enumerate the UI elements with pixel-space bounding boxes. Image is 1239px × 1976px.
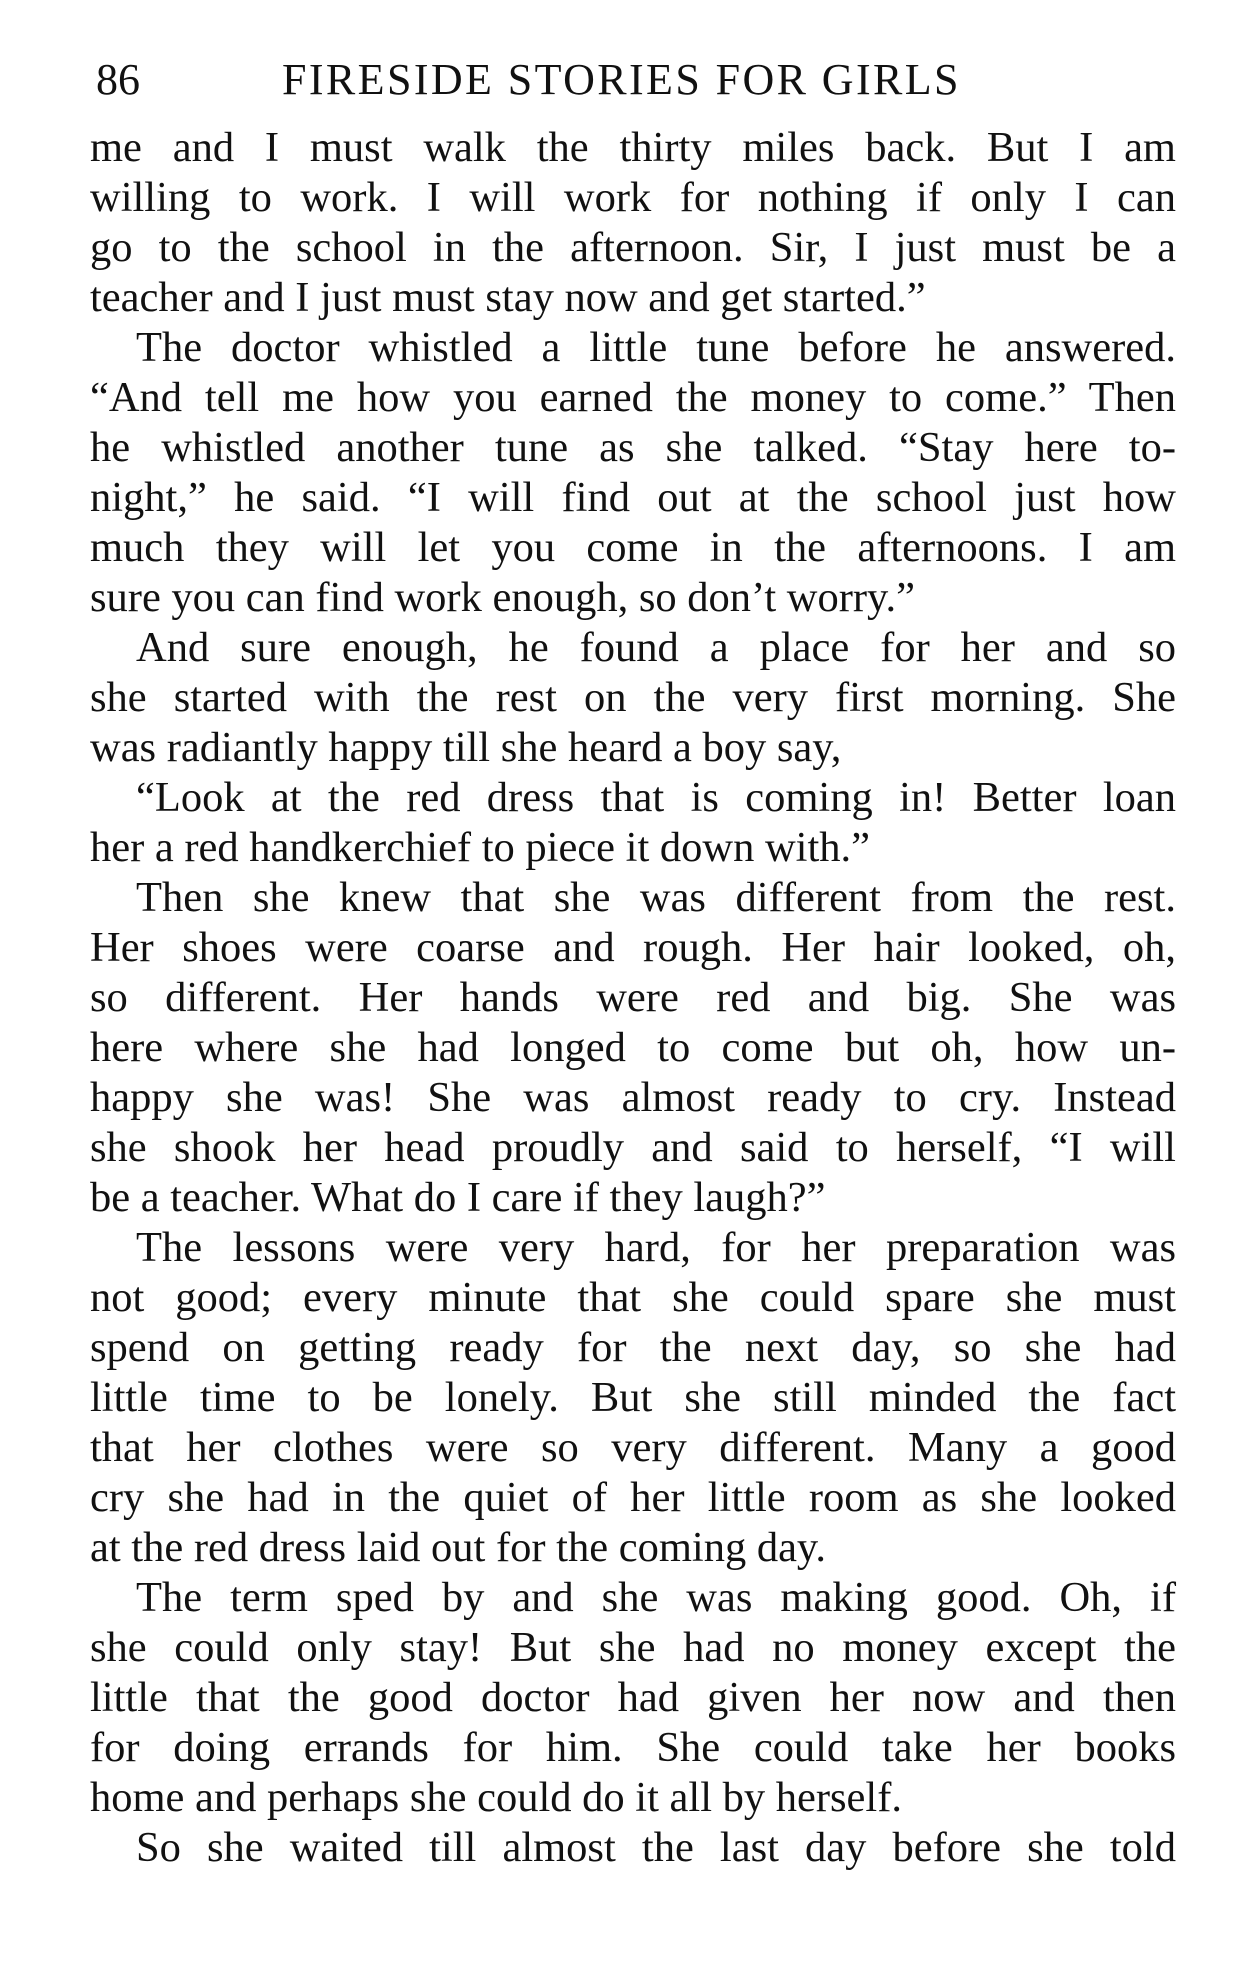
text-line: The doctor whistled a little tune before he answered. [136,324,1176,371]
text-line: cry she had in the quiet of her little room as she looked [90,1474,1176,1521]
text-line: sure you can find work enough, so don’t worry.” [90,574,916,621]
text-line: so different. Her hands were red and big. She was [90,974,1176,1021]
text-line: And sure enough, he found a place for her and so [136,624,1176,671]
text-line: So she waited till almost the last day before she told [136,1824,1176,1871]
text-line: much they will let you come in the afternoons. I am [90,524,1176,571]
body-text [90,123,1176,1873]
text-line: that her clothes were so very different. Many a good [90,1424,1176,1471]
text-line: home and perhaps she could do it all by herself. [90,1774,903,1821]
page-number: 86 [96,55,140,104]
text-line: for doing errands for him. She could take her books [90,1724,1176,1771]
text-line: spend on getting ready for the next day, so she had [90,1324,1176,1371]
text-line: little that the good doctor had given her now and then [90,1674,1176,1721]
text-line: Her shoes were coarse and rough. Her hair looked, oh, [90,924,1176,971]
text-line: little time to be lonely. But she still minded the fact [90,1374,1176,1421]
text-line: The lessons were very hard, for her preparation was [136,1224,1176,1271]
text-line: was radiantly happy till she heard a boy say, [90,724,842,771]
text-line: me and I must walk the thirty miles back. But I am [90,124,1176,171]
text-line: Then she knew that she was different from the rest. [136,874,1176,921]
book-title: FIRESIDE STORIES FOR GIRLS [282,55,961,104]
text-line: her a red handkerchief to piece it down with.” [90,824,871,871]
text-line: The term sped by and she was making good. Oh, if [136,1574,1176,1621]
text-line: “And tell me how you earned the money to come.” Then [90,374,1176,421]
text-line: not good; every minute that she could spare she must [90,1274,1176,1321]
text-line: “Look at the red dress that is coming in! Better loan [136,774,1176,821]
text-line: be a teacher. What do I care if they laugh?” [90,1174,826,1221]
text-line: night,” he said. “I will find out at the school just how [90,474,1176,521]
text-line: teacher and I just must stay now and get started.” [90,274,926,321]
text-line: she started with the rest on the very first morning. She [90,674,1176,721]
text-line: willing to work. I will work for nothing if only I can [90,174,1176,221]
text-line: here where she had longed to come but oh, how un- [90,1024,1176,1071]
text-line: at the red dress laid out for the coming day. [90,1524,827,1571]
text-line: go to the school in the afternoon. Sir, I just must be a [90,224,1176,271]
text-line: she could only stay! But she had no money except the [90,1624,1176,1671]
text-line: she shook her head proudly and said to herself, “I will [90,1124,1176,1171]
text-line: happy she was! She was almost ready to cry. Instead [90,1074,1176,1121]
text-line: he whistled another tune as she talked. “Stay here to- [90,424,1176,471]
running-head [96,50,1176,110]
